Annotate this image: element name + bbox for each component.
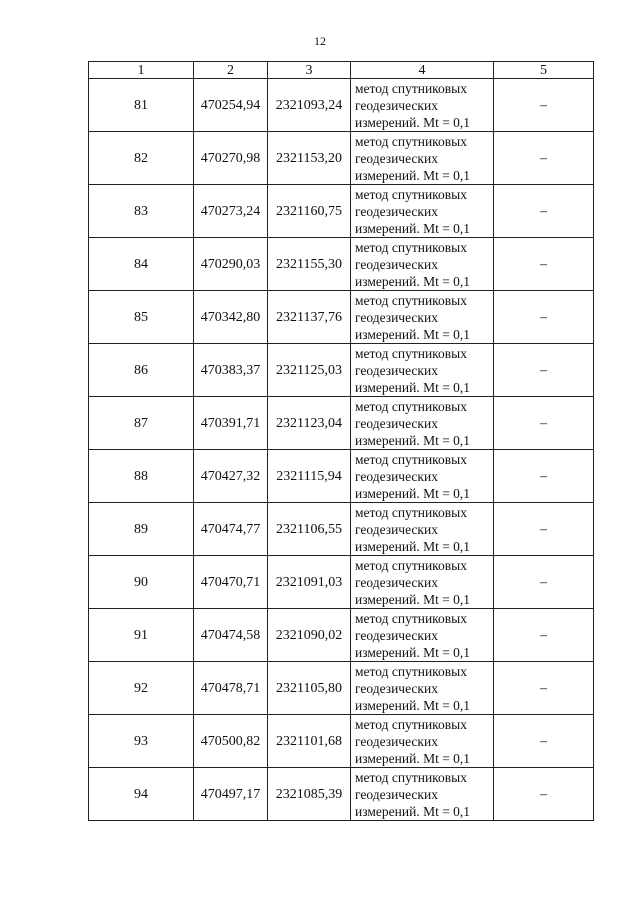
note-cell: –	[494, 768, 594, 821]
method-cell	[351, 609, 494, 662]
note-cell: –	[494, 344, 594, 397]
table-row	[89, 556, 594, 609]
page-number: 12	[314, 34, 326, 48]
method-line: метод спутниковых	[355, 80, 467, 96]
y-coordinate-cell: 2321091,03	[268, 556, 351, 609]
point-number-cell: 81	[89, 79, 194, 132]
table-row	[89, 662, 594, 715]
note-cell: –	[494, 132, 594, 185]
method-cell	[351, 291, 494, 344]
point-number-cell: 90	[89, 556, 194, 609]
point-number-cell: 93	[89, 715, 194, 768]
method-cell	[351, 185, 494, 238]
method-line: геодезических	[355, 786, 438, 802]
method-line: метод спутниковых	[355, 504, 467, 520]
point-number-cell: 86	[89, 344, 194, 397]
table-row	[89, 185, 594, 238]
table-row	[89, 238, 594, 291]
point-number-cell: 92	[89, 662, 194, 715]
y-coordinate-cell: 2321153,20	[268, 132, 351, 185]
y-coordinate-cell: 2321155,30	[268, 238, 351, 291]
note-cell: –	[494, 291, 594, 344]
method-line: метод спутниковых	[355, 716, 467, 732]
y-coordinate-cell: 2321123,04	[268, 397, 351, 450]
table-header	[89, 62, 594, 79]
table-row	[89, 715, 594, 768]
table-row	[89, 609, 594, 662]
y-coordinate-cell: 2321137,76	[268, 291, 351, 344]
y-coordinate-cell: 2321105,80	[268, 662, 351, 715]
method-line: метод спутниковых	[355, 398, 467, 414]
table-row	[89, 397, 594, 450]
method-line: метод спутниковых	[355, 557, 467, 573]
point-number-cell: 94	[89, 768, 194, 821]
method-line: геодезических	[355, 574, 438, 590]
method-line: геодезических	[355, 203, 438, 219]
method-line: геодезических	[355, 521, 438, 537]
y-coordinate-cell: 2321160,75	[268, 185, 351, 238]
column-header-2: 2	[194, 62, 268, 79]
method-cell	[351, 715, 494, 768]
coordinates-table	[88, 61, 594, 821]
method-line: метод спутниковых	[355, 451, 467, 467]
x-coordinate-cell: 470383,37	[194, 344, 268, 397]
note-cell: –	[494, 503, 594, 556]
x-coordinate-cell: 470470,71	[194, 556, 268, 609]
method-line: измерений. Mt = 0,1	[355, 538, 471, 554]
method-line: измерений. Mt = 0,1	[355, 697, 471, 713]
method-cell	[351, 344, 494, 397]
x-coordinate-cell: 470478,71	[194, 662, 268, 715]
method-line: измерений. Mt = 0,1	[355, 750, 471, 766]
table-row	[89, 503, 594, 556]
x-coordinate-cell: 470342,80	[194, 291, 268, 344]
method-line: метод спутниковых	[355, 239, 467, 255]
method-line: измерений. Mt = 0,1	[355, 114, 471, 130]
note-cell: –	[494, 662, 594, 715]
y-coordinate-cell: 2321093,24	[268, 79, 351, 132]
method-line: геодезических	[355, 680, 438, 696]
method-line: метод спутниковых	[355, 292, 467, 308]
x-coordinate-cell: 470391,71	[194, 397, 268, 450]
x-coordinate-cell: 470474,77	[194, 503, 268, 556]
table-row	[89, 344, 594, 397]
column-header-1: 1	[89, 62, 194, 79]
note-cell: –	[494, 238, 594, 291]
method-cell	[351, 768, 494, 821]
y-coordinate-cell: 2321125,03	[268, 344, 351, 397]
method-line: метод спутниковых	[355, 610, 467, 626]
x-coordinate-cell: 470254,94	[194, 79, 268, 132]
method-line: метод спутниковых	[355, 663, 467, 679]
method-line: геодезических	[355, 309, 438, 325]
table-row	[89, 132, 594, 185]
note-cell: –	[494, 609, 594, 662]
x-coordinate-cell: 470270,98	[194, 132, 268, 185]
x-coordinate-cell: 470474,58	[194, 609, 268, 662]
method-cell	[351, 556, 494, 609]
method-line: измерений. Mt = 0,1	[355, 803, 471, 819]
point-number-cell: 85	[89, 291, 194, 344]
method-cell	[351, 450, 494, 503]
table-row	[89, 768, 594, 821]
method-line: геодезических	[355, 468, 438, 484]
column-header-4: 4	[351, 62, 494, 79]
point-number-cell: 87	[89, 397, 194, 450]
method-cell	[351, 662, 494, 715]
point-number-cell: 88	[89, 450, 194, 503]
method-cell	[351, 132, 494, 185]
method-line: геодезических	[355, 97, 438, 113]
x-coordinate-cell: 470500,82	[194, 715, 268, 768]
method-line: метод спутниковых	[355, 345, 467, 361]
method-line: геодезических	[355, 415, 438, 431]
y-coordinate-cell: 2321115,94	[268, 450, 351, 503]
method-line: измерений. Mt = 0,1	[355, 432, 471, 448]
method-line: геодезических	[355, 627, 438, 643]
column-header-3: 3	[268, 62, 351, 79]
column-header-5: 5	[494, 62, 594, 79]
method-line: измерений. Mt = 0,1	[355, 273, 471, 289]
point-number-cell: 82	[89, 132, 194, 185]
note-cell: –	[494, 397, 594, 450]
table-row	[89, 291, 594, 344]
method-line: измерений. Mt = 0,1	[355, 379, 471, 395]
method-line: измерений. Mt = 0,1	[355, 485, 471, 501]
note-cell: –	[494, 79, 594, 132]
y-coordinate-cell: 2321090,02	[268, 609, 351, 662]
method-cell	[351, 79, 494, 132]
method-cell	[351, 397, 494, 450]
method-line: измерений. Mt = 0,1	[355, 220, 471, 236]
method-line: метод спутниковых	[355, 186, 467, 202]
method-line: метод спутниковых	[355, 769, 467, 785]
table-body	[89, 79, 594, 821]
method-line: геодезических	[355, 256, 438, 272]
method-line: измерений. Mt = 0,1	[355, 167, 471, 183]
table-row	[89, 450, 594, 503]
method-line: измерений. Mt = 0,1	[355, 326, 471, 342]
header-row	[89, 62, 594, 79]
method-line: геодезических	[355, 362, 438, 378]
method-cell	[351, 503, 494, 556]
y-coordinate-cell: 2321101,68	[268, 715, 351, 768]
method-line: метод спутниковых	[355, 133, 467, 149]
point-number-cell: 83	[89, 185, 194, 238]
method-line: геодезических	[355, 150, 438, 166]
note-cell: –	[494, 556, 594, 609]
point-number-cell: 89	[89, 503, 194, 556]
x-coordinate-cell: 470290,03	[194, 238, 268, 291]
y-coordinate-cell: 2321106,55	[268, 503, 351, 556]
note-cell: –	[494, 715, 594, 768]
x-coordinate-cell: 470273,24	[194, 185, 268, 238]
x-coordinate-cell: 470497,17	[194, 768, 268, 821]
method-cell	[351, 238, 494, 291]
table-row	[89, 79, 594, 132]
method-line: измерений. Mt = 0,1	[355, 591, 471, 607]
point-number-cell: 84	[89, 238, 194, 291]
note-cell: –	[494, 185, 594, 238]
method-line: измерений. Mt = 0,1	[355, 644, 471, 660]
y-coordinate-cell: 2321085,39	[268, 768, 351, 821]
point-number-cell: 91	[89, 609, 194, 662]
x-coordinate-cell: 470427,32	[194, 450, 268, 503]
note-cell: –	[494, 450, 594, 503]
method-line: геодезических	[355, 733, 438, 749]
